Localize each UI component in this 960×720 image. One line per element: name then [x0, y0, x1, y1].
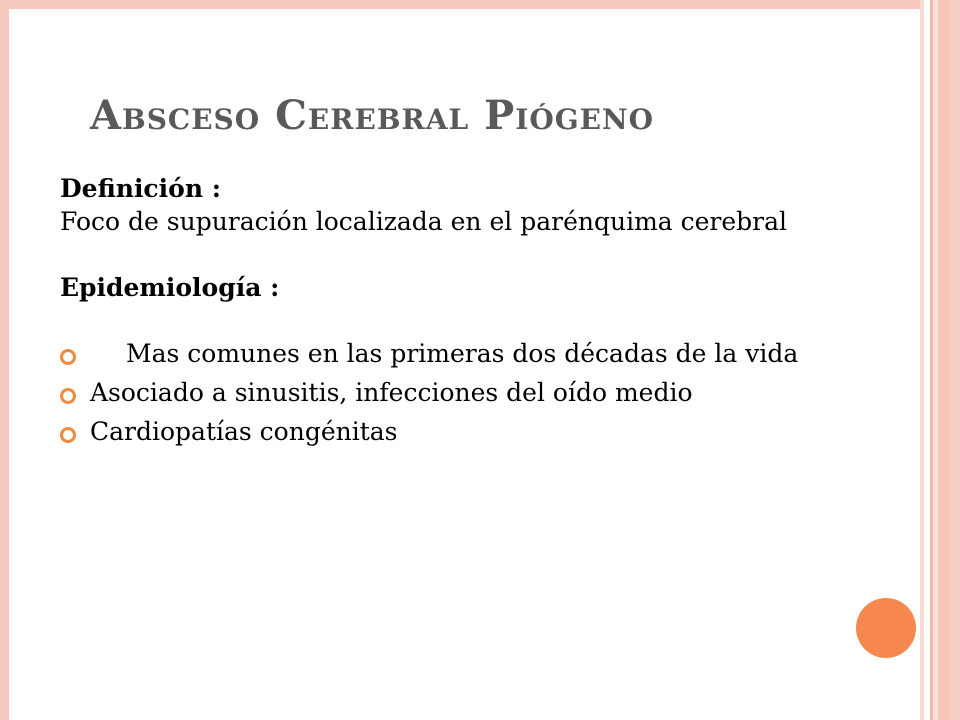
definition-heading: Definición : [60, 174, 221, 203]
definition-text: Foco de supuración localizada en el parénquima cerebral [60, 207, 788, 236]
bullet-icon [60, 349, 76, 365]
decorative-orb [856, 598, 916, 658]
list-item [60, 376, 850, 409]
epidemiology-heading: Epidemiología : [60, 273, 280, 302]
slide-title: Absceso Cerebral Piógeno [90, 92, 654, 139]
bullet-text: Cardiopatías congénitas [90, 417, 398, 446]
bullet-text: Mas comunes en las primeras dos décadas de la vida [126, 339, 799, 368]
bullet-icon [60, 388, 76, 404]
slide-content [60, 172, 850, 454]
decorative-stripes [920, 0, 960, 720]
bullet-icon [60, 427, 76, 443]
list-item [60, 337, 850, 370]
epidemiology-list [60, 337, 850, 448]
list-item [60, 415, 850, 448]
bullet-text: Asociado a sinusitis, infecciones del oído medio [90, 378, 693, 407]
